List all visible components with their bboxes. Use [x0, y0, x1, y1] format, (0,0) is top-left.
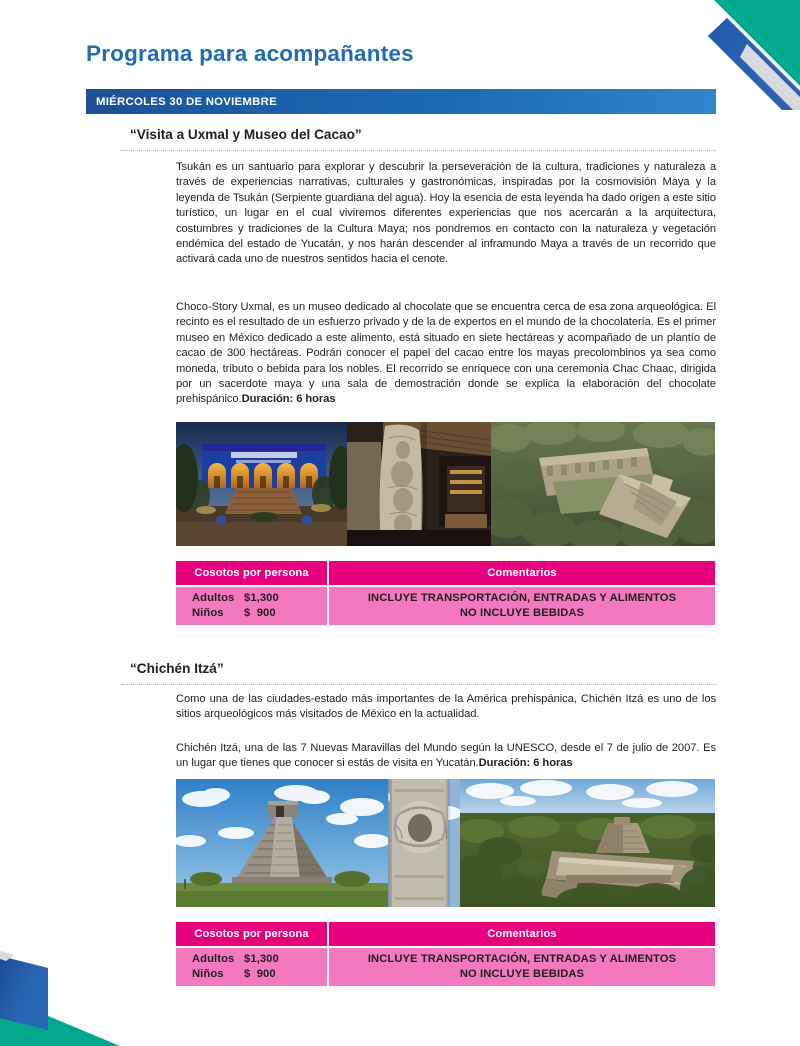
- table-cell-comments: [329, 948, 715, 986]
- comment-line: INCLUYE TRANSPORTACIÓN, ENTRADAS Y ALIMENTOS: [367, 953, 677, 965]
- price-row-adults: [192, 591, 279, 606]
- duration-label: Duración: 6 horas: [241, 393, 336, 406]
- bottom-left-corner-decoration: [0, 930, 120, 1046]
- comment-line: INCLUYE TRANSPORTACIÓN, ENTRADAS Y ALIMENTOS: [367, 592, 677, 604]
- paragraph-text: Tsukán es un santuario para explorar y descubrir la perseveración de la cultura, tradiciones y naturaleza a través de experiencias narrativas, culturales y gastronómicas, inspiradas por la cosmovisión Maya y la leyenda de Tsukán (Serpiente guardiana del agua). Hoy la esencia de esta leyenda ha dado origen a este sitio turístico, un lugar en el cual viviremos diferentes experiencias que nos acercarán a la arquitectura, costumbres y tradiciones de la Cultura Maya; nos pondremos en contacto con la naturaleza y vegetación endémica del estado de Yucatán, y nos harán descender al inframundo Maya a través de un recorrido que activará cada uno de nuestros sentidos hacia el cenote.: [176, 161, 716, 266]
- price-label: Niños: [192, 607, 224, 619]
- heading-rule: [122, 150, 716, 151]
- price-value: $1,300: [244, 592, 279, 604]
- photo-strip-chichen-itza: [176, 779, 715, 907]
- paragraph-text: Chichén Itzá, una de las 7 Nuevas Maravillas del Mundo según la UNESCO, desde el 7 de julio de 2007. Es un lugar que tienes que conocer si estás de visita en Yucatán.: [176, 742, 716, 770]
- cost-table-chichen-itza: [176, 922, 715, 986]
- table-header-row: [176, 561, 715, 585]
- section-heading-chichen-itza: “Chichén Itzá”: [130, 661, 224, 676]
- paragraph-chichen-intro: [176, 692, 716, 723]
- price-label: Adultos: [192, 592, 235, 604]
- paragraph-choco-story: [176, 300, 716, 408]
- table-header-cost: Cosotos por persona: [176, 561, 327, 585]
- photo-chichen-itza-aerial-view: [460, 779, 715, 907]
- table-header-comments: Comentarios: [329, 561, 715, 585]
- price-label: Adultos: [192, 953, 235, 965]
- table-body-row: [176, 587, 715, 625]
- price-row-children: [192, 967, 276, 982]
- price-value: $1,300: [244, 953, 279, 965]
- price-row-children: [192, 606, 276, 621]
- photo-great-ballcourt-stone-ring: [388, 779, 460, 907]
- paragraph-text: Choco-Story Uxmal, es un museo dedicado al chocolate que se encuentra cerca de esa zona arqueológica. El recinto es el resultado de un esfuerzo privado y de la de expertos en el mundo de la chocolatería. Es el primer museo en México dedicado a este alimento, está situado en siete hectáreas y acompañado de un plantío de cacao de 300 hectáreas. Podrán conocer el papel del cacao entre los mayas precolombinos ya sea como moneda, tributo o bebida para los nobles. El recorrido se enriquece con una ceremonia Chac Chaac, dirigida por un sacerdote maya y una sala de demostración donde se explica la elaboración del chocolate prehispánico.: [176, 301, 716, 406]
- table-cell-comments: [329, 587, 715, 625]
- section-heading-uxmal: “Visita a Uxmal y Museo del Cacao”: [130, 127, 362, 142]
- table-header-cost: Cosotos por persona: [176, 922, 327, 946]
- price-row-adults: [192, 952, 279, 967]
- paragraph-chichen-unesco: [176, 741, 716, 772]
- table-cell-prices: [176, 948, 327, 986]
- table-header-row: [176, 922, 715, 946]
- comment-line: NO INCLUYE BEBIDAS: [459, 968, 585, 980]
- comment-line: NO INCLUYE BEBIDAS: [459, 607, 585, 619]
- price-label: Niños: [192, 968, 224, 980]
- photo-strip-uxmal: [176, 422, 715, 546]
- table-header-comments: Comentarios: [329, 922, 715, 946]
- heading-rule: [122, 684, 716, 685]
- photo-mayan-stone-stela-and-palapa-interior: [347, 422, 491, 546]
- photo-uxmal-archaeological-site-aerial-view: [491, 422, 715, 546]
- duration-label: Duración: 6 horas: [478, 757, 573, 770]
- table-body-row: [176, 948, 715, 986]
- price-value: $ 900: [244, 607, 276, 619]
- date-banner-label: MIÉRCOLES 30 DE NOVIEMBRE: [96, 95, 277, 108]
- price-value: $ 900: [244, 968, 276, 980]
- cost-table-uxmal: [176, 561, 715, 625]
- table-cell-prices: [176, 587, 327, 625]
- date-banner: [86, 89, 716, 114]
- paragraph-tsukan: [176, 160, 716, 268]
- photo-el-castillo-kukulcan-pyramid: [176, 779, 388, 907]
- paragraph-text: Como una de las ciudades-estado más importantes de la América prehispánica, Chichén Itzá es uno de los sitios arqueológicos más visitados de México en la actualidad.: [176, 693, 716, 721]
- page-title: Programa para acompañantes: [86, 41, 414, 66]
- photo-choco-story-uxmal-museum-facade-at-dusk: [176, 422, 347, 546]
